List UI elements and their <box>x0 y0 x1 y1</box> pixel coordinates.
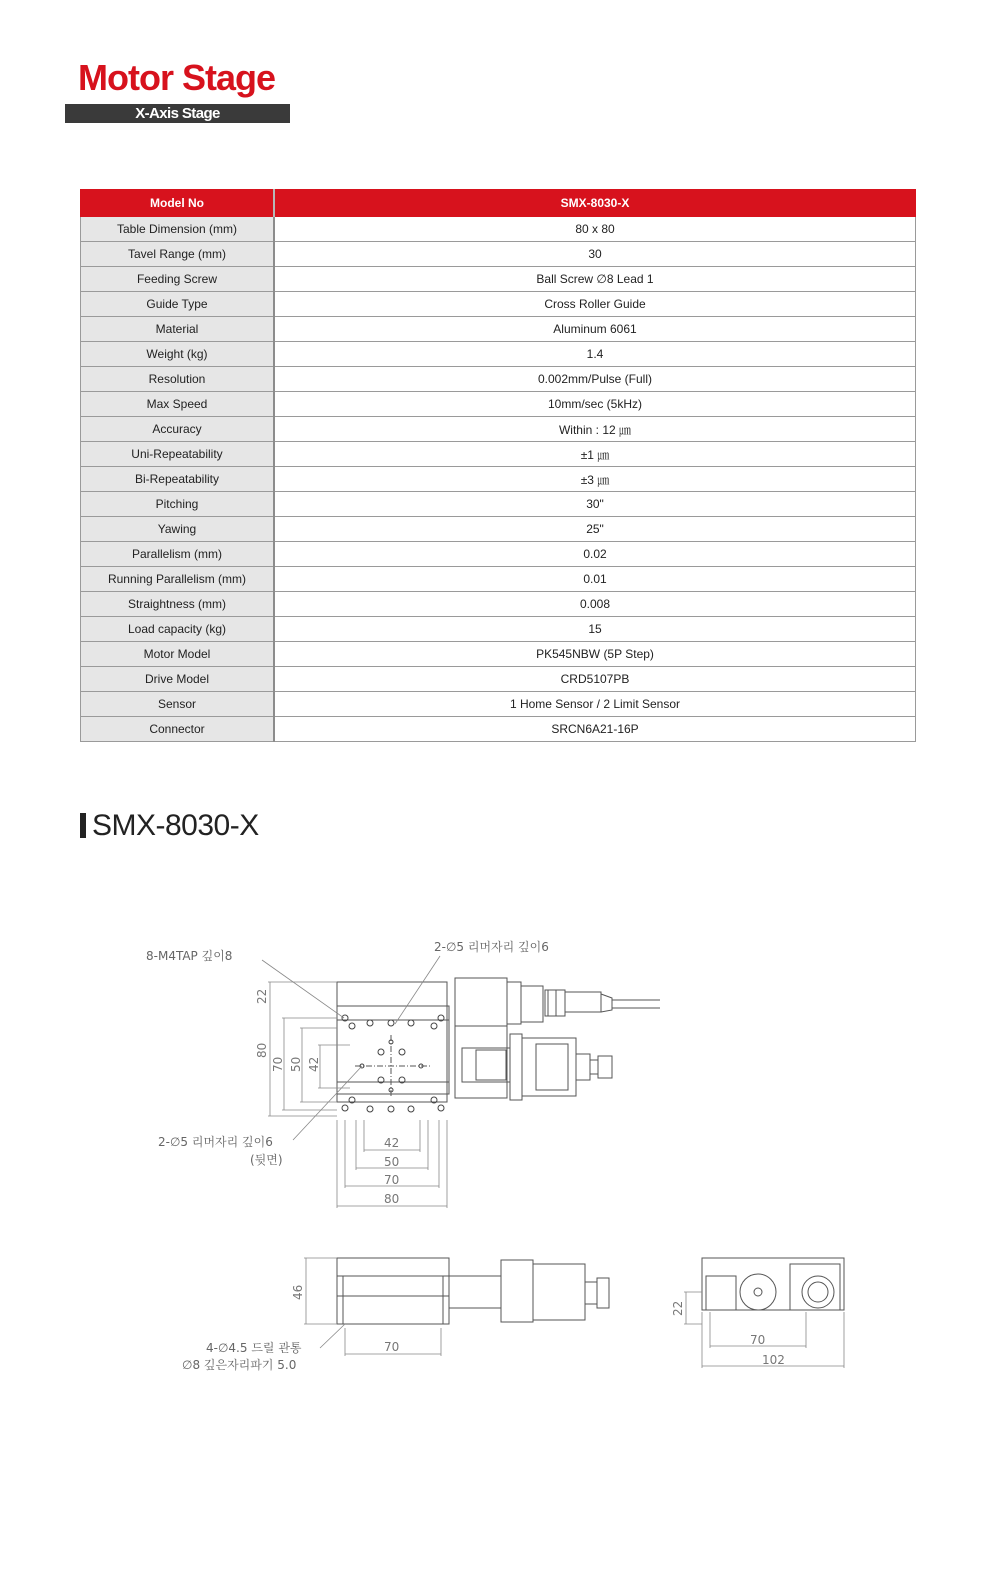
note-counterbore: ∅8 깊은자리파기 5.0 <box>182 1358 297 1372</box>
spec-value: PK545NBW (5P Step) <box>274 642 916 667</box>
section-title-text: SMX-8030-X <box>92 809 259 842</box>
spec-label: Accuracy <box>81 417 275 442</box>
dim-50-plan-h: 50 <box>384 1155 400 1169</box>
spec-row <box>81 667 916 692</box>
spec-label: Table Dimension (mm) <box>81 217 275 242</box>
note-back-side: (뒷면) <box>250 1153 283 1167</box>
page-title: Motor Stage <box>78 57 276 98</box>
spec-row <box>81 342 916 367</box>
spec-value: 0.002mm/Pulse (Full) <box>274 367 916 392</box>
dim-70-end: 70 <box>750 1333 766 1347</box>
spec-header-value: SMX-8030-X <box>274 190 916 217</box>
spec-row <box>81 492 916 517</box>
spec-row <box>81 542 916 567</box>
dim-102-end: 102 <box>762 1353 785 1367</box>
spec-value: Within : 12 ㎛ <box>274 417 916 442</box>
dim-22-end: 22 <box>671 1300 685 1316</box>
spec-value: 1 Home Sensor / 2 Limit Sensor <box>274 692 916 717</box>
spec-row <box>81 692 916 717</box>
spec-value: 1.4 <box>274 342 916 367</box>
stage-table-top <box>337 982 447 1102</box>
spec-row <box>81 517 916 542</box>
spec-row <box>81 442 916 467</box>
spec-label: Bi-Repeatability <box>81 467 275 492</box>
spec-label: Yawing <box>81 517 275 542</box>
spec-value: 80 x 80 <box>274 217 916 242</box>
spec-value: 15 <box>274 617 916 642</box>
spec-row <box>81 642 916 667</box>
dim-42-plan-v: 42 <box>307 1056 321 1072</box>
spec-label: Load capacity (kg) <box>81 617 275 642</box>
spec-row <box>81 567 916 592</box>
spec-label: Running Parallelism (mm) <box>81 567 275 592</box>
spec-label: Straightness (mm) <box>81 592 275 617</box>
spec-label: Tavel Range (mm) <box>81 242 275 267</box>
spec-value: CRD5107PB <box>274 667 916 692</box>
spec-row <box>81 292 916 317</box>
spec-header-row <box>81 190 916 217</box>
spec-label: Connector <box>81 717 275 742</box>
note-drill: 4-∅4.5 드릴 관통 <box>206 1341 302 1355</box>
spec-row <box>81 717 916 742</box>
spec-value: 30" <box>274 492 916 517</box>
note-ream-bottom: 2-∅5 리머자리 깊이6 <box>158 1135 273 1149</box>
stage-side-view <box>337 1258 449 1324</box>
spec-label: Sensor <box>81 692 275 717</box>
section-title <box>80 806 259 846</box>
dim-70-side: 70 <box>384 1340 400 1354</box>
spec-value: 10mm/sec (5kHz) <box>274 392 916 417</box>
spec-row <box>81 317 916 342</box>
spec-value: Cross Roller Guide <box>274 292 916 317</box>
dim-46-side: 46 <box>291 1284 305 1300</box>
spec-row <box>81 217 916 242</box>
spec-row <box>81 592 916 617</box>
subtitle-bar <box>65 104 290 123</box>
dim-50-plan-v: 50 <box>289 1056 303 1072</box>
spec-label: Feeding Screw <box>81 267 275 292</box>
note-tap: 8-M4TAP 깊이8 <box>146 949 233 963</box>
spec-label: Pitching <box>81 492 275 517</box>
dim-70-plan-h: 70 <box>384 1173 400 1187</box>
dim-80-plan-v: 80 <box>255 1042 269 1058</box>
spec-row <box>81 417 916 442</box>
section-marker <box>80 813 86 838</box>
spec-label: Motor Model <box>81 642 275 667</box>
spec-value: 0.008 <box>274 592 916 617</box>
technical-drawing <box>0 920 1000 1380</box>
spec-value: ±1 ㎛ <box>274 442 916 467</box>
spec-label: Resolution <box>81 367 275 392</box>
spec-value: 25" <box>274 517 916 542</box>
spec-value: Ball Screw ∅8 Lead 1 <box>274 267 916 292</box>
spec-label: Parallelism (mm) <box>81 542 275 567</box>
spec-row <box>81 267 916 292</box>
spec-table <box>80 189 916 742</box>
dim-70-plan-v: 70 <box>271 1056 285 1072</box>
spec-row <box>81 392 916 417</box>
spec-row <box>81 617 916 642</box>
spec-row <box>81 367 916 392</box>
spec-row <box>81 242 916 267</box>
dim-22-plan: 22 <box>255 988 269 1004</box>
spec-label: Guide Type <box>81 292 275 317</box>
spec-value: ±3 ㎛ <box>274 467 916 492</box>
spec-label: Max Speed <box>81 392 275 417</box>
spec-label: Uni-Repeatability <box>81 442 275 467</box>
spec-value: SRCN6A21-16P <box>274 717 916 742</box>
spec-value: 0.01 <box>274 567 916 592</box>
spec-value: Aluminum 6061 <box>274 317 916 342</box>
spec-label: Weight (kg) <box>81 342 275 367</box>
spec-header-label: Model No <box>81 190 275 217</box>
spec-value: 0.02 <box>274 542 916 567</box>
spec-value: 30 <box>274 242 916 267</box>
dim-80-plan-h: 80 <box>384 1192 400 1206</box>
spec-label: Drive Model <box>81 667 275 692</box>
note-ream-top: 2-∅5 리머자리 깊이6 <box>434 940 549 954</box>
spec-row <box>81 467 916 492</box>
spec-label: Material <box>81 317 275 342</box>
dim-42-plan-h: 42 <box>384 1136 400 1150</box>
page-subtitle: X-Axis Stage <box>135 105 220 122</box>
